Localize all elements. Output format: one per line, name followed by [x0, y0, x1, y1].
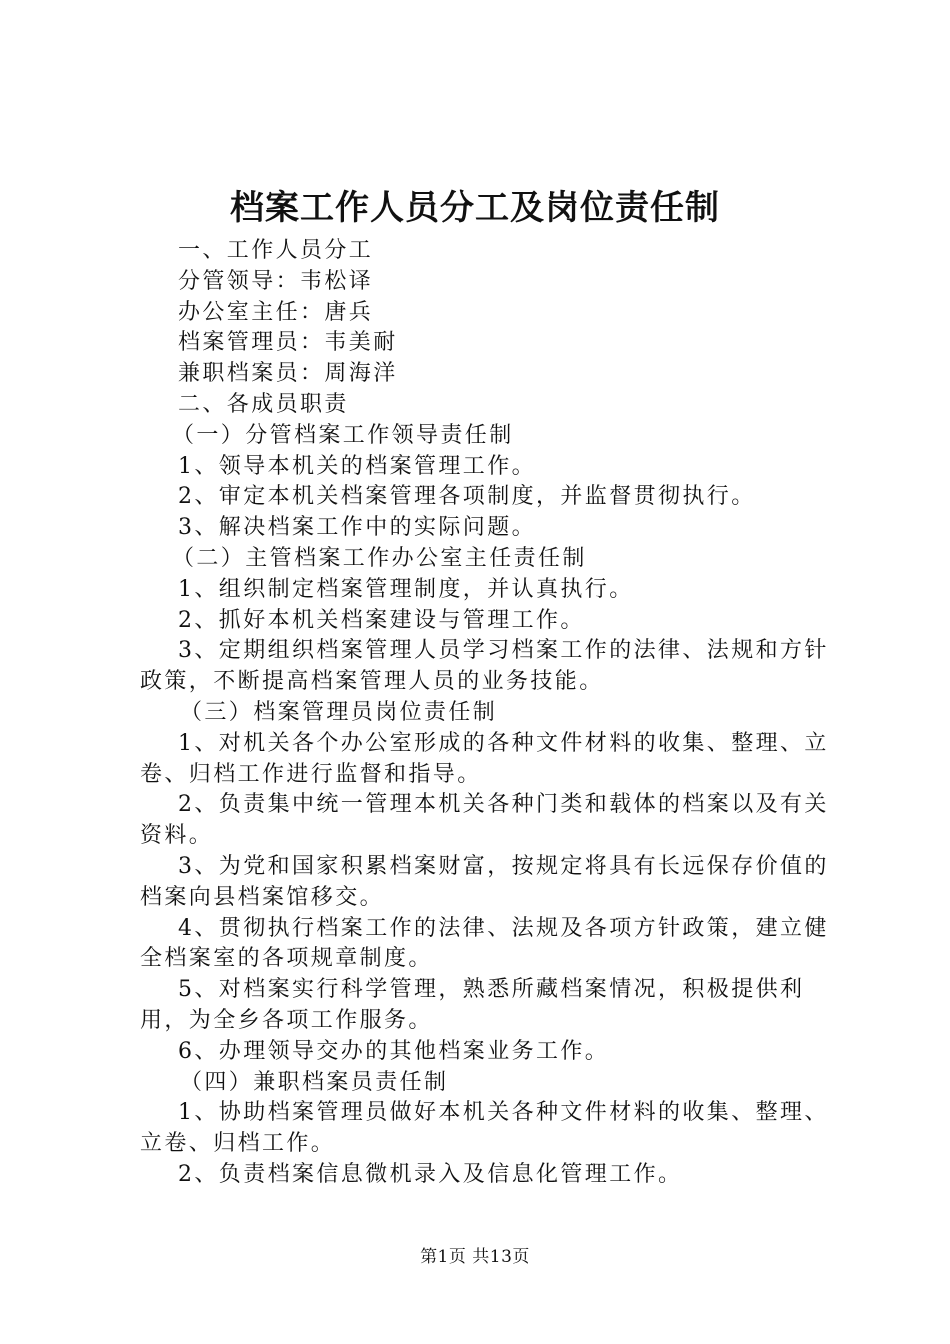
page-number: 第1页 共13页	[420, 1247, 530, 1267]
duty-item: 1、组织制定档案管理制度，并认真执行。	[178, 576, 634, 602]
staff-line: 分管领导：韦松译	[178, 268, 374, 294]
document-title: 档案工作人员分工及岗位责任制	[230, 188, 720, 228]
subsection-heading: （三）档案管理员岗位责任制	[180, 699, 498, 725]
duty-item: 5、对档案实行科学管理，熟悉所藏档案情况，积极提供利用，为全乡各项工作服务。	[140, 977, 805, 1033]
duty-item: 2、负责集中统一管理本机关各种门类和载体的档案以及有关资料。	[140, 792, 829, 849]
subsection-heading: （四）兼职档案员责任制	[180, 1069, 449, 1095]
duty-item: 1、协助档案管理员做好本机关各种文件材料的收集、整理、立卷、归档工作。	[140, 1100, 829, 1157]
duty-item: 2、抓好本机关档案建设与管理工作。	[178, 607, 585, 633]
duty-item: 3、定期组织档案管理人员学习档案工作的法律、法规和方针政策，不断提高档案管理人员的业务技能。	[140, 638, 829, 695]
subsection-heading: （一）分管档案工作领导责任制	[172, 422, 514, 448]
duty-item: 1、领导本机关的档案管理工作。	[178, 453, 536, 479]
section-heading: 一、工作人员分工	[178, 238, 374, 263]
section-heading: 二、各成员职责	[178, 391, 349, 417]
subsection-heading: （二）主管档案工作办公室主任责任制	[172, 545, 587, 571]
staff-line: 办公室主任：唐兵	[178, 299, 374, 325]
duty-item: 3、解决档案工作中的实际问题。	[178, 515, 536, 541]
duty-item: 2、审定本机关档案管理各项制度，并监督贯彻执行。	[178, 484, 756, 510]
duty-item: 6、办理领导交办的其他档案业务工作。	[178, 1038, 610, 1064]
duty-item: 4、贯彻执行档案工作的法律、法规及各项方针政策，建立健全档案室的各项规章制度。	[140, 915, 829, 972]
staff-line: 兼职档案员：周海洋	[178, 361, 398, 387]
document-body	[140, 236, 840, 1191]
staff-line: 档案管理员：韦美耐	[178, 330, 398, 356]
duty-item: 1、对机关各个办公室形成的各种文件材料的收集、整理、立卷、归档工作进行监督和指导。	[140, 730, 829, 787]
duty-item: 2、负责档案信息微机录入及信息化管理工作。	[178, 1161, 683, 1187]
duty-item: 3、为党和国家积累档案财富，按规定将具有长远保存价值的档案向县档案馆移交。	[140, 853, 829, 910]
